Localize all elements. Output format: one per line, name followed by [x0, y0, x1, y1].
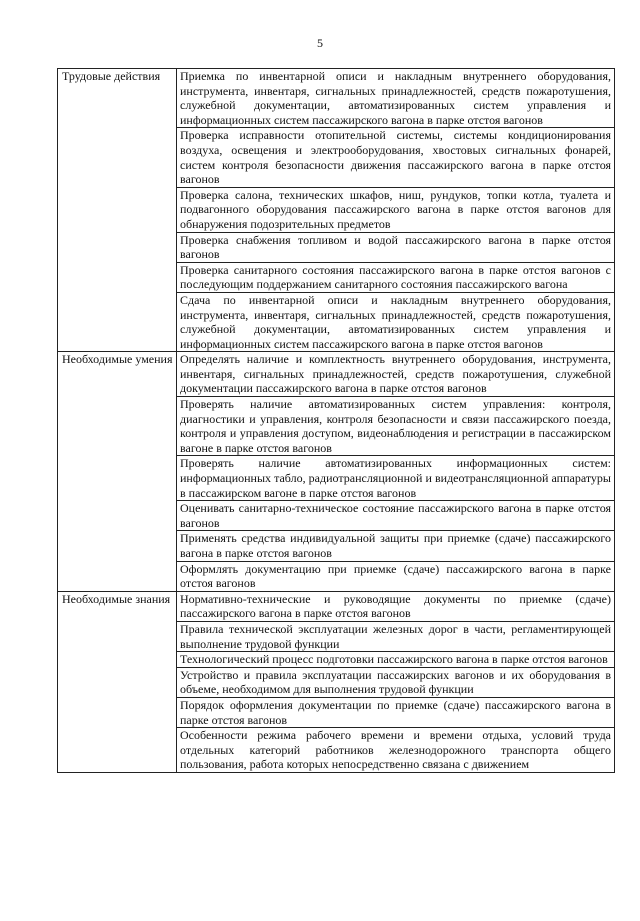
section-item: Особенности режима рабочего времени и времени отдыха, условий труда отдельных категорий работников железнодорожного транспорта общего пользования, работа которых непосредственно связана с движением — [177, 728, 615, 773]
section-item: Проверка исправности отопительной системы, системы кондиционирования воздуха, освещения и электрооборудования, хвостовых сигнальных фонарей, систем контроля безопасности движения пассажирского вагона в парке отстоя вагонов — [177, 128, 615, 187]
section-item: Проверка санитарного состояния пассажирского вагона в парке отстоя вагонов с последующим поддержанием санитарного состояния пассажирского вагона — [177, 262, 615, 292]
section-item: Правила технической эксплуатации железных дорог в части, регламентирующей выполнение трудовой функции — [177, 621, 615, 651]
section-item: Порядок оформления документации по приемке (сдаче) пассажирского вагона в парке отстоя вагонов — [177, 697, 615, 727]
section-item: Нормативно-технические и руководящие документы по приемке (сдаче) пассажирского вагона в парке отстоя вагонов — [177, 591, 615, 621]
section-item: Проверять наличие автоматизированных систем управления: контроля, диагностики и управления, контроля безопасности и связи пассажирского поезда, контроля и управления доступом, видеонаблюдения и регистрации в пассажирском вагоне в парке отстоя вагонов — [177, 397, 615, 456]
section-label: Необходимые умения — [58, 352, 177, 592]
section-item: Оценивать санитарно-техническое состояние пассажирского вагона в парке отстоя вагонов — [177, 501, 615, 531]
table-row — [58, 69, 615, 128]
section-item: Проверка салона, технических шкафов, ниш, рундуков, топки котла, туалета и подвагонного оборудования пассажирского вагона в парке отстоя вагонов для обнаружения подозрительных предметов — [177, 187, 615, 232]
section-item: Проверять наличие автоматизированных информационных систем: информационных табло, радиотрансляционной и видеотрансляционной аппаратуры в пассажирском вагоне в парке отстоя вагонов — [177, 456, 615, 501]
section-item: Оформлять документацию при приемке (сдаче) пассажирского вагона в парке отстоя вагонов — [177, 561, 615, 591]
section-label: Необходимые знания — [58, 591, 177, 772]
requirements-table-body — [58, 69, 615, 773]
section-item: Приемка по инвентарной описи и накладным внутреннего оборудования, инструмента, инвентаря, сигнальных принадлежностей, средств пожаротушения, служебной документации, автоматизированных систем управления и информационных систем пассажирского вагона в парке отстоя вагонов — [177, 69, 615, 128]
page-number: 5 — [317, 36, 323, 50]
section-label: Трудовые действия — [58, 69, 177, 352]
table-row — [58, 352, 615, 397]
table-row — [58, 591, 615, 621]
requirements-table — [57, 68, 615, 773]
section-item: Применять средства индивидуальной защиты при приемке (сдаче) пассажирского вагона в парке отстоя вагонов — [177, 531, 615, 561]
section-item: Устройство и правила эксплуатации пассажирских вагонов и их оборудования в объеме, необходимом для выполнения трудовой функции — [177, 667, 615, 697]
section-item: Определять наличие и комплектность внутреннего оборудования, инструмента, инвентаря, сигнальных принадлежностей, средств пожаротушения, служебной документации пассажирского вагона в парке отстоя вагонов — [177, 352, 615, 397]
section-item: Сдача по инвентарной описи и накладным внутреннего оборудования, инструмента, инвентаря, сигнальных принадлежностей, средств пожаротушения, служебной документации, автоматизированных систем управления и информационных систем пассажирского вагона в парке отстоя вагонов — [177, 292, 615, 351]
section-item: Технологический процесс подготовки пассажирского вагона в парке отстоя вагонов — [177, 652, 615, 668]
section-item: Проверка снабжения топливом и водой пассажирского вагона в парке отстоя вагонов — [177, 232, 615, 262]
